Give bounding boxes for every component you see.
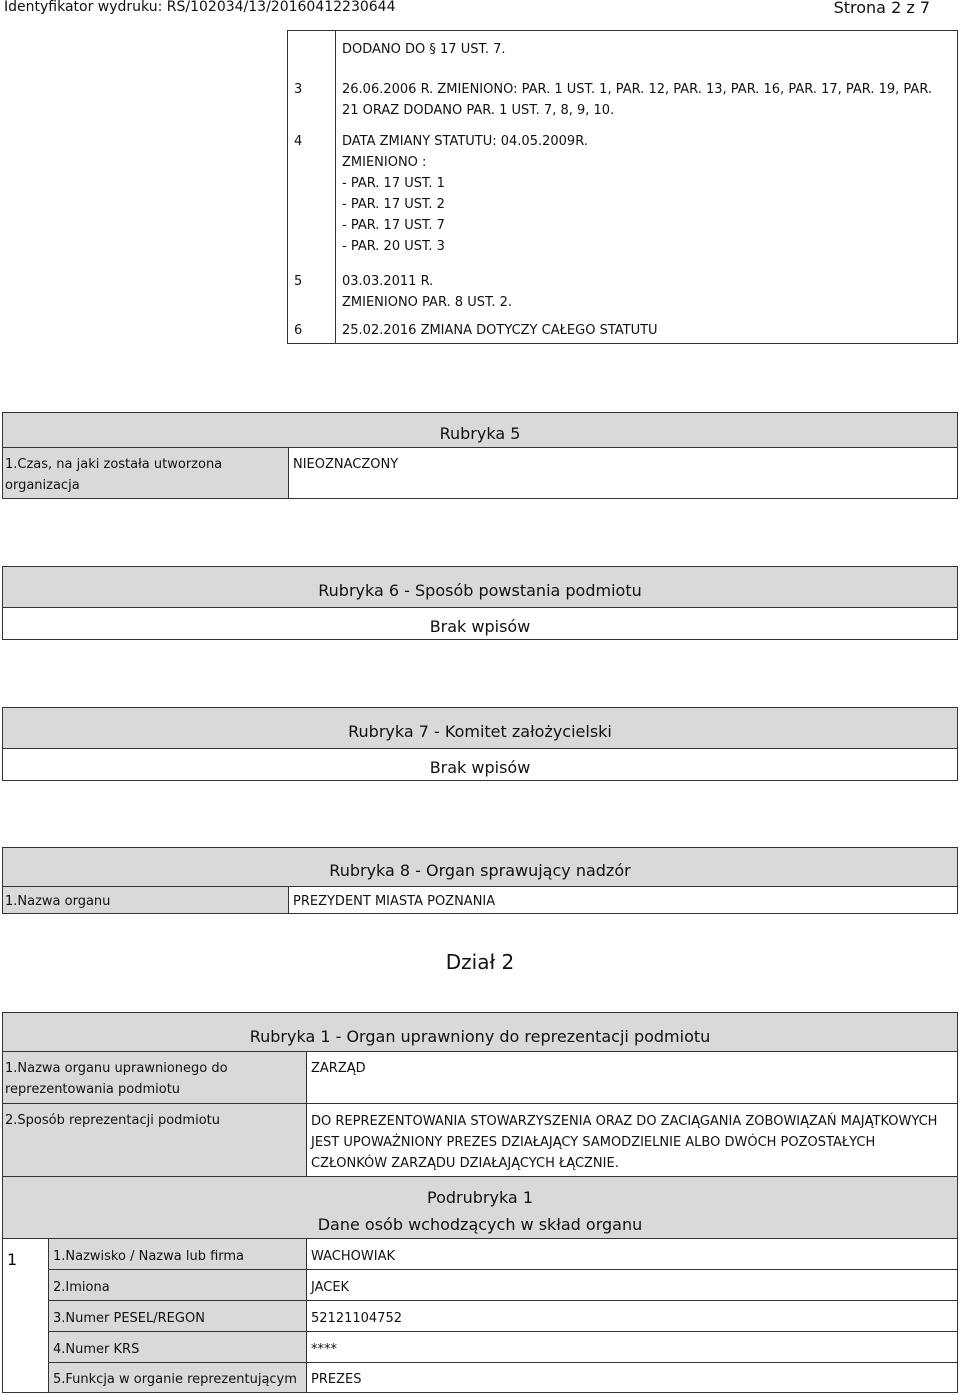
field-label: 1.Nazwa organu [2,886,289,914]
amendment-number: 5 [294,274,303,289]
amendment-number: 6 [294,323,303,338]
entry-number: 1 [2,1238,49,1393]
section-title: Rubryka 7 - Komitet założycielski [2,707,958,749]
amendment-text: 25.02.2016 ZMIANA DOTYCZY CAŁEGO STATUTU [342,323,658,338]
field-value: DO REPREZENTOWANIA STOWARZYSZENIA ORAZ DO ZACIĄGANIA ZOBOWIĄZAŃ MAJĄTKOWYCH JEST UPOWAŻNIONY PREZES DZIAŁAJĄCY SAMODZIELNIE ALBO DWÓCH POZOSTAŁYCH CZŁONKÓW ZARZĄDU DZIAŁAJĄCYCH ŁĄCZNIE. [306,1103,958,1177]
field-label: 1.Nazwa organu uprawnionego do reprezentowania podmiotu [2,1051,307,1104]
amendment-text: DODANO DO § 17 UST. 7. [342,42,506,57]
amendment-text: 03.03.2011 R. ZMIENIONO PAR. 8 UST. 2. [342,274,513,310]
field-value: WACHOWIAK [306,1238,958,1270]
print-header [0,0,960,20]
field-value: **** [306,1331,958,1363]
field-label: 5.Funkcja w organie reprezentującym [48,1362,307,1393]
field-value: PREZES [306,1362,958,1393]
amendment-number: 3 [294,82,303,97]
field-value: NIEOZNACZONY [288,447,958,499]
field-value: JACEK [306,1269,958,1301]
section-title: Rubryka 5 [2,412,958,448]
field-label: 4.Numer KRS [48,1331,307,1363]
subsection-title: Podrubryka 1 Dane osób wchodzących w skład organu [2,1176,958,1239]
field-label: 3.Numer PESEL/REGON [48,1300,307,1332]
field-label: 1.Czas, na jaki została utworzona organizacja [2,447,289,499]
field-label: 1.Nazwisko / Nazwa lub firma [48,1238,307,1270]
empty-notice: Brak wpisów [2,748,958,781]
section-title: Rubryka 8 - Organ sprawujący nadzór [2,847,958,887]
section-title: Rubryka 6 - Sposób powstania podmiotu [2,566,958,608]
amendments-table [287,30,958,344]
empty-notice: Brak wpisów [2,607,958,640]
amendment-text: DATA ZMIANY STATUTU: 04.05.2009R. ZMIENIONO : - PAR. 17 UST. 1 - PAR. 17 UST. 2 - PAR. 17 UST. 7 - PAR. 20 UST. 3 [342,134,588,254]
page-number: Strona 2 z 7 [833,0,930,17]
field-value: ZARZĄD [306,1051,958,1104]
amendment-number: 4 [294,134,303,149]
print-identifier: Identyfikator wydruku: RS/102034/13/20160412230644 [4,0,396,15]
section-title: Rubryka 1 - Organ uprawniony do reprezentacji podmiotu [2,1012,958,1052]
field-label: 2.Sposób reprezentacji podmiotu [2,1103,307,1177]
field-value: PREZYDENT MIASTA POZNANIA [288,886,958,914]
field-value: 52121104752 [306,1300,958,1332]
amendment-text: 26.06.2006 R. ZMIENIONO: PAR. 1 UST. 1, PAR. 12, PAR. 13, PAR. 16, PAR. 17, PAR. 19, PAR. 21 ORAZ DODANO PAR. 1 UST. 7, 8, 9, 10. [342,82,933,118]
division-title: Dział 2 [445,950,515,974]
field-label: 2.Imiona [48,1269,307,1301]
